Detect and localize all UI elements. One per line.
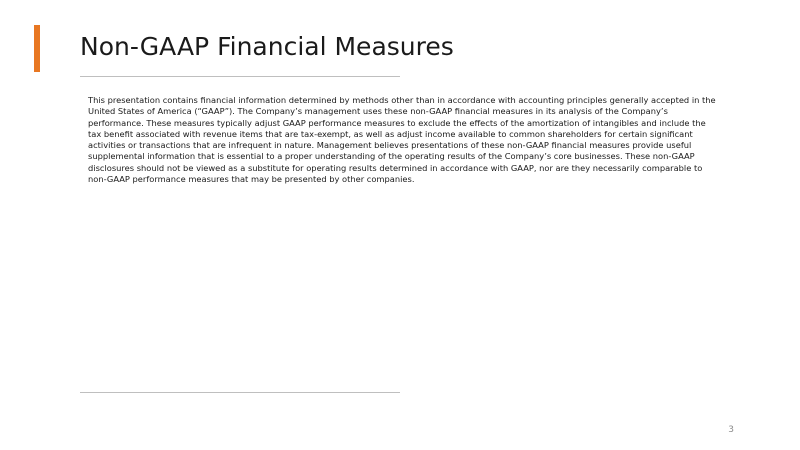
title-divider xyxy=(80,76,400,77)
footer-divider xyxy=(80,392,400,393)
slide-title: Non-GAAP Financial Measures xyxy=(80,32,454,61)
page-number: 3 xyxy=(728,425,734,435)
title-accent-bar xyxy=(34,25,40,72)
disclosure-paragraph: This presentation contains financial information determined by methods other than in accordance with accounting principles generally accepted in the United States of America (“GAAP”). The Company’s management uses these non-GAAP financial measures in its analysis of the Company’s performance. These measures typically adjust GAAP performance measures to exclude the effects of the amortization of intangibles and include the tax benefit associated with revenue items that are tax-exempt, as well as adjust income available to common shareholders for certain significant activities or transactions that are infrequent in nature. Management believes presentations of these non-GAAP financial measures provide useful supplemental information that is essential to a proper understanding of the operating results of the Company’s core businesses. These non-GAAP disclosures should not be viewed as a substitute for operating results determined in accordance with GAAP, nor are they necessarily comparable to non-GAAP performance measures that may be presented by other companies. xyxy=(88,95,716,185)
